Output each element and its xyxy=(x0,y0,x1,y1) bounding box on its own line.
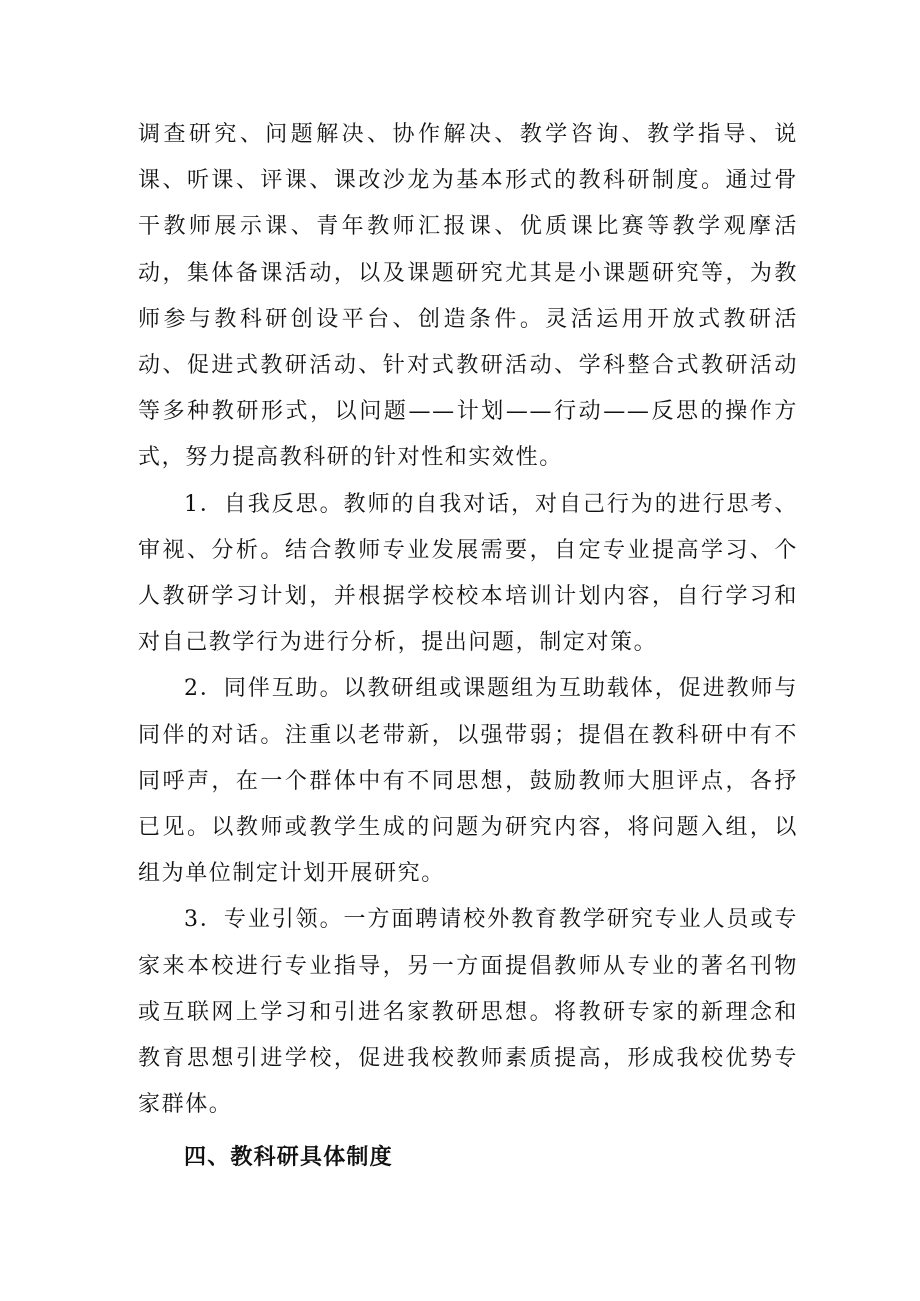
paragraph-research-system: 调查研究、问题解决、协作解决、教学咨询、教学指导、说课、听课、评课、课改沙龙为基本形式的教科研制度。通过骨干教师展示课、青年教师汇报课、优质课比赛等教学观摩活动，集体备课活动，以及课题研究尤其是小课题研究等，为教师参与教科研创设平台、创造条件。灵活运用开放式教研活动、促进式教研活动、针对式教研活动、学科整合式教研活动等多种教研形式，以问题——计划——行动——反思的操作方式，努力提高教科研的针对性和实效性。 xyxy=(138,122,798,471)
paragraph-peer-assistance: 2．同伴互助。以教研组或课题组为互助载体，促进教师与同伴的对话。注重以老带新，以强带弱；提倡在教科研中有不同呼声，在一个群体中有不同思想，鼓励教师大胆评点，各抒已见。以教师或教学生成的问题为研究内容，将问题入组，以组为单位制定计划开展研究。 xyxy=(138,676,798,887)
section-heading: 四、教科研具体制度 xyxy=(184,1145,393,1171)
paragraph-professional-guidance: 3．专业引领。一方面聘请校外教育教学研究专业人员或专家来本校进行专业指导，另一方面提倡教师从专业的著名刊物或互联网上学习和引进名家教研思想。将教研专家的新理念和教育思想引进学校，促进我校教师素质提高，形成我校优势专家群体。 xyxy=(138,907,798,1118)
document-body xyxy=(138,112,798,1188)
paragraph-self-reflection: 1．自我反思。教师的自我对话，对自己行为的进行思考、审视、分析。结合教师专业发展需要，自定专业提高学习、个人教研学习计划，并根据学校校本培训计划内容，自行学习和对自己教学行为进行分析，提出问题，制定对策。 xyxy=(138,491,798,656)
